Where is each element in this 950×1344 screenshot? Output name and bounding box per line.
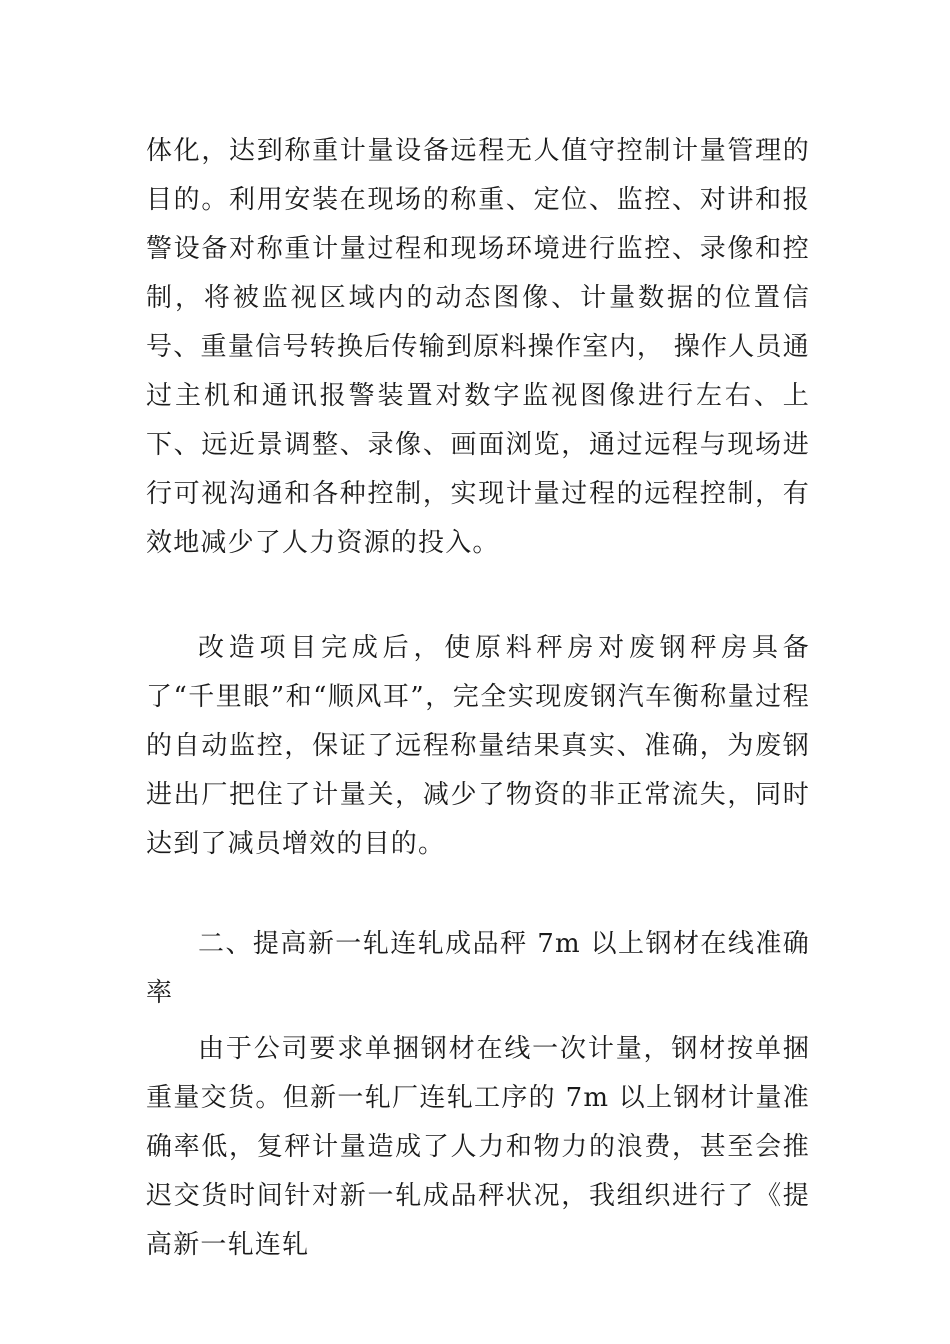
body-paragraph: 由于公司要求单捆钢材在线一次计量，钢材按单捆重量交货。但新一轧厂连轧工序的 7m 以上钢材计量准确率低，复秤计量造成了人力和物力的浪费，甚至会推迟交货时间针对新一轧成品秤状况，我组织进行了《提高新一轧连轧 — [146, 1034, 810, 1260]
body-paragraph: 体化，达到称重计量设备远程无人值守控制计量管理的目的。利用安装在现场的称重、定位、监控、对讲和报警设备对称重计量过程和现场环境进行监控、录像和控制，将被监视区域内的动态图像、计量数据的位置信号、重量信号转换后传输到原料操作室内， 操作人员通过主机和通讯报警装置对数字监视图像进行左右、上下、远近景调整、录像、画面浏览，通过远程与现场进行可视沟通和各种控制，实现计量过程的远程控制，有效地减少了人力资源的投入。 — [146, 136, 810, 558]
section-heading: 二、提高新一轧连轧成品秤 7m 以上钢材在线准确率 — [146, 929, 810, 1008]
body-paragraph: 改造项目完成后，使原料秤房对废钢秤房具备了“千里眼”和“顺风耳”，完全实现废钢汽车衡称量过程的自动监控，保证了远程称量结果真实、准确，为废钢进出厂把住了计量关，减少了物资的非正常流失，同时达到了减员增效的目的。 — [146, 633, 810, 859]
